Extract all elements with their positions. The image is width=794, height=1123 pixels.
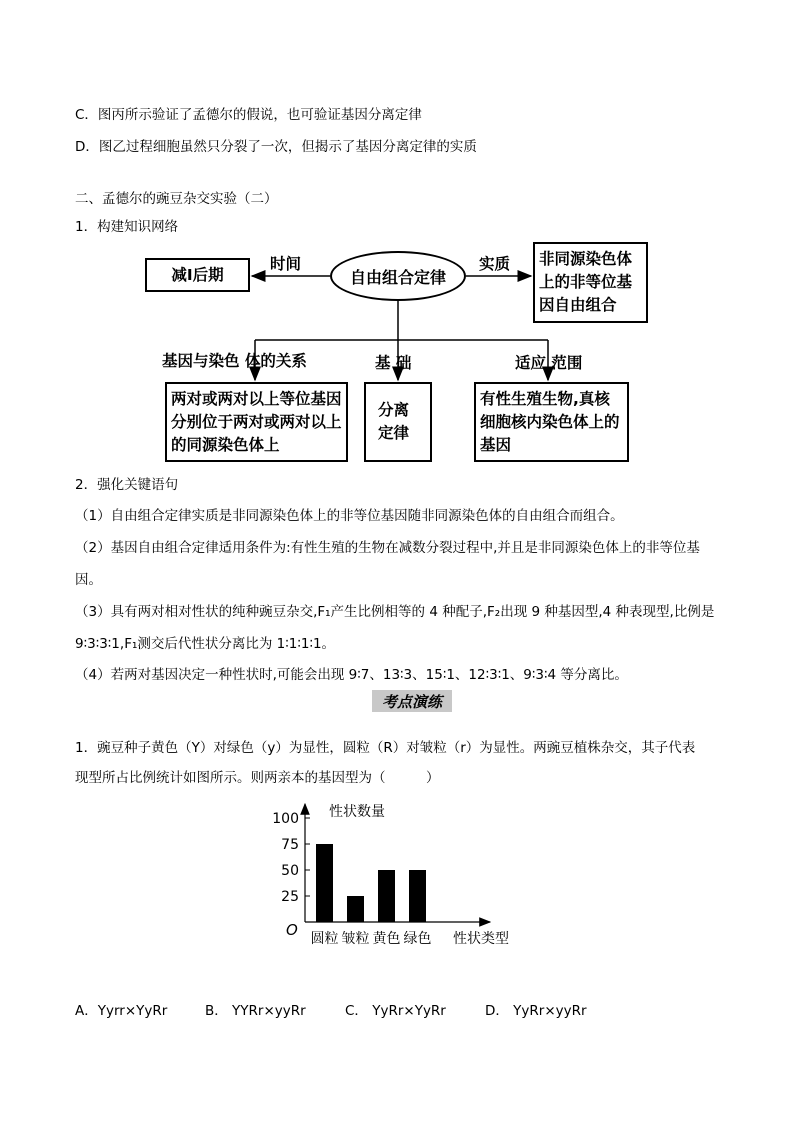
- question-line-1: 1．豌豆种子黄色（Y）对绿色（y）为显性，圆粒（R）对皱粒（r）为显性。两豌豆植株杂交，其子代表: [75, 740, 696, 756]
- statement-3: （3）具有两对相对性状的纯种豌豆杂交,F₁产生比例相等的 4 种配子,F₂出现 9 种基因型,4 种表现型,比例是 9∶3∶3∶1,F₁测交后代性状分离比为 1∶1∶1∶1。: [75, 604, 715, 652]
- x-axis-title: 性状类型: [453, 931, 509, 947]
- y-tick-label: 25: [281, 889, 299, 905]
- y-tick-label: 100: [272, 811, 299, 827]
- question-line-2: 现型所占比例统计如图所示。则两亲本的基因型为（ ）: [75, 770, 440, 786]
- box-segregation-law: 分离定律: [364, 382, 432, 462]
- bar-1: [316, 844, 333, 922]
- subheading-statements: 2．强化关键语句: [75, 477, 179, 493]
- subheading-network: 1．构建知识网络: [75, 219, 179, 235]
- box-essence: 非同源染色体上的非等位基因自由组合: [533, 242, 648, 323]
- bar-3: [378, 870, 395, 922]
- answer-b[interactable]: B． YYRr×yyRr: [205, 1003, 306, 1019]
- section-heading: 二、孟德尔的豌豆杂交实验（二）: [75, 191, 278, 207]
- label-time: 时间: [270, 255, 302, 273]
- x-category-label: 绿色: [403, 931, 432, 947]
- label-gene-chromosome: 基因与染色 体的关系: [162, 352, 307, 370]
- bar-2: [347, 896, 364, 922]
- y-tick-label: 75: [281, 837, 299, 853]
- practice-banner: 考点演练: [372, 690, 452, 712]
- x-category-label: 圆粒: [310, 931, 339, 947]
- node-free-combination: 自由组合定律: [330, 251, 466, 301]
- x-category-label: 黄色: [372, 931, 401, 947]
- box-gene-location: 两对或两对以上等位基因分别位于两对或两对以上的同源染色体上: [165, 382, 348, 462]
- option-c: C．图丙所示验证了孟德尔的假说，也可验证基因分离定律: [75, 107, 422, 123]
- origin-label: O: [286, 921, 298, 939]
- option-d: D．图乙过程细胞虽然只分裂了一次，但揭示了基因分离定律的实质: [75, 139, 477, 155]
- label-basis: 基 础: [375, 354, 412, 372]
- answer-d[interactable]: D． YyRr×yyRr: [485, 1003, 587, 1019]
- label-essence: 实质: [479, 255, 511, 273]
- box-scope: 有性生殖生物,真核细胞核内染色体上的基因: [474, 382, 629, 462]
- bar-4: [409, 870, 426, 922]
- label-scope: 适应 范围: [515, 354, 583, 372]
- y-tick-label: 50: [281, 863, 299, 879]
- statement-4: （4）若两对基因决定一种性状时,可能会出现 9∶7、13∶3、15∶1、12∶3∶1、9∶3∶4 等分离比。: [75, 667, 628, 683]
- statement-2: （2）基因自由组合定律适用条件为:有性生殖的生物在减数分裂过程中,并且是非同源染色体上的非等位基因。: [75, 540, 700, 588]
- box-meiosis-stage: 减Ⅰ后期: [145, 258, 250, 292]
- y-axis-title: 性状数量: [329, 804, 385, 820]
- answer-c[interactable]: C． YyRr×YyRr: [345, 1003, 446, 1019]
- statement-1: （1）自由组合定律实质是非同源染色体上的非等位基因随非同源染色体的自由组合而组合。: [75, 508, 624, 524]
- x-category-label: 皱粒: [341, 931, 370, 947]
- answer-a[interactable]: A．Yyrr×YyRr: [75, 1003, 168, 1019]
